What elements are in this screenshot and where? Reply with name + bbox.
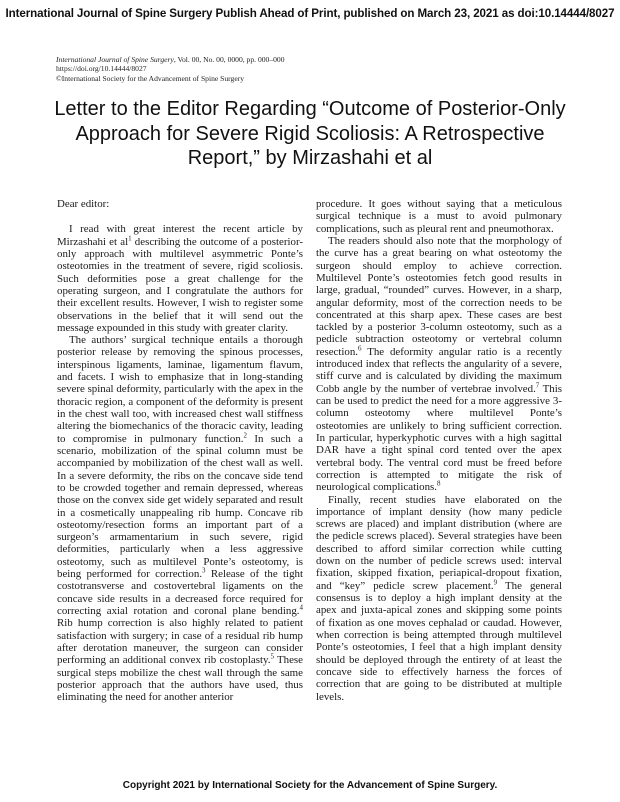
society-copyright: ©International Society for the Advancement of Spine Surgery [56, 73, 245, 83]
title-line: Approach for Severe Rigid Scoliosis: A Retrospective [75, 122, 545, 145]
salutation: Dear editor: [57, 198, 110, 210]
paragraph-text: These surgical steps mobilize the chest wall through the same posterior approach that the authors have used, thus eliminating the need for another anterior [57, 654, 303, 704]
journal-citation [56, 55, 285, 83]
paragraph-text: The authors’ surgical technique entails a thorough posterior release by removing the spinous processes, interspinous ligaments, laminae, ligamentum flavum, and facets. I wish to emphasize that in long-standing severe spinal deformity, particularly with the apex in the thoracic region, a component of the deformity is present in the chest wall too, with increased chest wall stiffness altering the biomechanics of the thoracic cavity, leading to compromise in pulmonary function. [57, 334, 303, 445]
paragraph-text: In such a scenario, mobilization of the spinal column must be accompanied by mobilization of the chest wall as well. In a severe deformity, the ribs on the concave side tend to be crowded together and remain depressed, whereas those on the convex side get widely separated and result in a cosmetically unappealing rib hump. Concave rib osteotomy/resection forms an important part of a surgeon’s armamentarium in such severe, rigid deformities, particularly when a less aggressive osteotomy, such as multilevel Ponte’s osteotomy, is being performed for correction. [57, 432, 303, 581]
journal-volume-line [56, 55, 285, 64]
citation-ref[interactable]: 9 [493, 578, 498, 587]
citation-ref[interactable]: 6 [358, 344, 362, 353]
left-column [57, 198, 303, 704]
paragraph [316, 494, 562, 703]
paragraph-text: Rib hump correction is also highly related to patient satisfaction with surgery; in case of a residual rib hump after derotation maneuver, the surgeon can consider performing an additional convex rib costoplasty. [57, 617, 303, 667]
title-line: Letter to the Editor Regarding “Outcome of Posterior-Only [54, 98, 566, 120]
citation-ref[interactable]: 5 [270, 652, 274, 661]
paragraph [57, 334, 303, 703]
paragraph-text: The readers should also note that the morphology of the curve has a great bearing on what osteotomy the surgeon should employ to achieve correction. Multilevel Ponte’s osteotomies fetch good results in large, gradual, “rounded” curves. However, in a sharp, angular deformity, most of the correction needs to be concentrated at this sharp apex. These cases are best tackled by a posterior 3-column osteotomy, such as a pedicle subtraction osteotomy or vertebral column resection. [316, 234, 562, 358]
paragraph-continued [316, 198, 562, 235]
citation-ref[interactable]: 2 [243, 431, 247, 439]
paragraph-text: The deformity angular ratio is a recently introduced index that reflects the angularity of a severe, stiff curve and is calculated by dividing the maximum Cobb angle by the number of vertebrae involved. [316, 345, 562, 395]
citation-ref[interactable]: 7 [535, 381, 540, 390]
citation-ref[interactable]: 8 [436, 479, 441, 488]
paragraph-text: The general consensus is to deploy a high implant density at the apex and juxta-apical zones and skipping some points of fixation as one moves cephalad or caudad. However, when correction is being attempted through multilevel Ponte’s osteotomies, I feel that a high implant density should be deployed through the entirety of at least the concave side to effectively harness the forces of correction that are going to be distributed at multiple levels. [316, 579, 562, 703]
paragraph-text: Finally, recent studies have elaborated on the importance of implant density (how many pedicle screws are placed) and implant distribution (where are the pedicle screws placed). Several strategies have been described to afford similar correction while cutting down on the number of pedicle screws used: interval fixation, skipped fixation, periapical-dropout fixation, and “key” pedicle screw placement. [316, 493, 562, 592]
article-title [40, 97, 580, 171]
paragraph-text: procedure. It goes without saying that a meticulous surgical technique is a must to avoid pulmonary complications, such as pleural rent and pneumothorax. [316, 198, 562, 235]
journal-volume: , Vol. 00, No. 00, 0000, pp. 000–000 [173, 55, 285, 64]
citation-ref[interactable]: 4 [299, 603, 303, 612]
paragraph-text: I read with great interest the recent article by Mirzashahi et al [57, 223, 303, 248]
paragraph-text: This can be used to predict the need for a more aggressive 3-column osteotomy where multilevel Ponte’s osteotomies are unlikely to bring sufficient correction. In particular, hyperkyphotic curves with a high sagittal DAR have a tight spinal cord tented over the apex vertebral body. The ventral cord must be freed before correction is attempted to mitigate the risk of neurological complications. [316, 382, 562, 494]
citation-ref[interactable]: 3 [202, 566, 206, 575]
copyright-footer: Copyright 2021 by International Society for the Advancement of Spine Surgery. [122, 780, 498, 791]
title-line: Report,” by Mirzashahi et al [187, 147, 433, 169]
paragraph [316, 235, 562, 494]
paragraph-text: describing the outcome of a posterior-only approach with multilevel asymmetric Ponte’s osteotomies in the treatment of severe, rigid scoliosis. Such deformities pose a great challenge for the operating surgeon, and I congratulate the authors for their excellent results. However, I wish to register some observations in the belief that it will send out the message expounded in this study with greater clarity. [57, 235, 303, 334]
publish-ahead-banner: International Journal of Spine Surgery Publish Ahead of Print, published on March 23, 2021 as doi:10.14444/8027 [5, 7, 615, 20]
journal-name: International Journal of Spine Surgery [56, 55, 174, 64]
paragraph [57, 223, 303, 334]
doi-link[interactable]: https://doi.org/10.14444/8027 [56, 64, 147, 74]
paragraph-text: Release of the tight costotransverse and costovertebral ligaments on the concave side results in a decreased force required for correcting axial rotation and coronal plane bending. [57, 568, 303, 617]
citation-ref[interactable]: 1 [128, 234, 132, 242]
right-column [316, 198, 562, 703]
